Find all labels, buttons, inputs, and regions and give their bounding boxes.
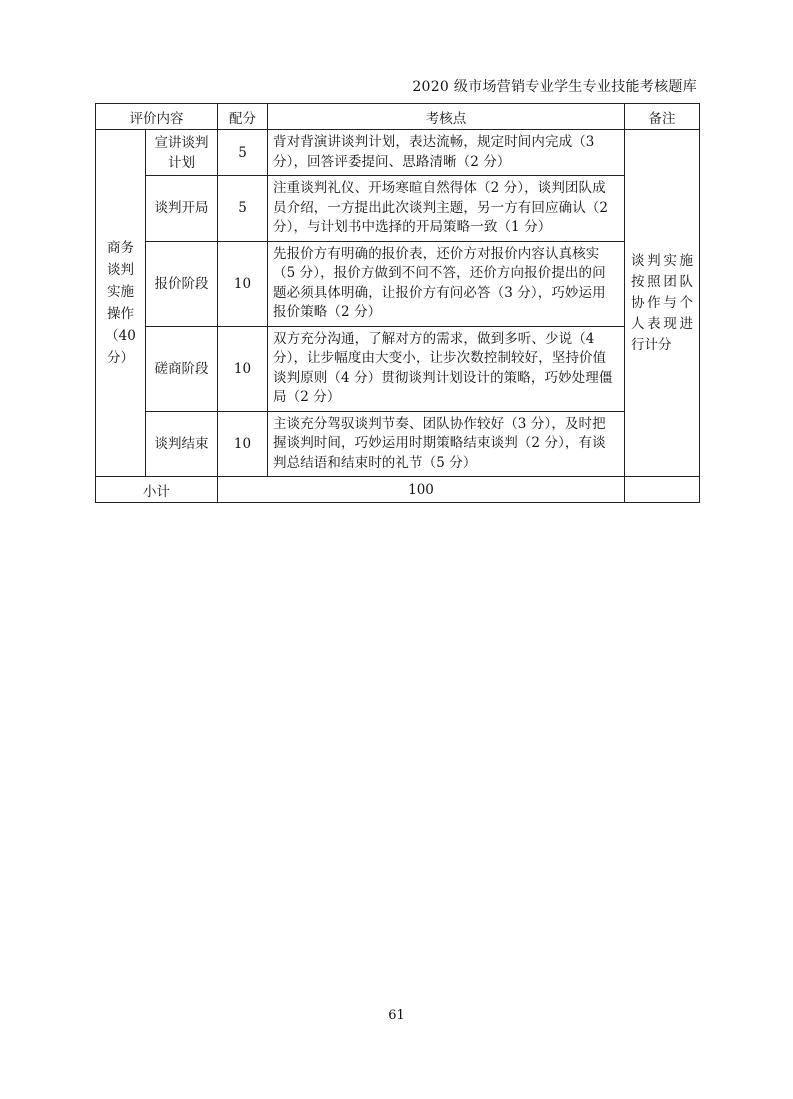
header-note: 备注 [625, 104, 700, 130]
score-cell: 10 [218, 241, 268, 326]
points-cell: 主谈充分驾驭谈判节奏、团队协作较好（3 分），及时把握谈判时间，巧妙运用时期策略结束谈判（2 分），有谈判总结语和结束时的礼节（5 分） [268, 411, 625, 477]
item-cell: 宣讲谈判 计划 [146, 130, 218, 176]
score-cell: 5 [218, 176, 268, 242]
item-cell: 谈判结束 [146, 411, 218, 477]
subtotal-label: 小计 [96, 477, 218, 503]
page-number: 61 [388, 1008, 405, 1023]
points-cell: 背对背演讲谈判计划，表达流畅，规定时间内完成（3 分），回答评委提问、思路清晰（2 分） [268, 130, 625, 176]
item-cell: 磋商阶段 [146, 326, 218, 411]
header-score: 配分 [218, 104, 268, 130]
item-cell: 报价阶段 [146, 241, 218, 326]
assessment-table [95, 103, 700, 503]
score-cell: 5 [218, 130, 268, 176]
table-header-row [96, 104, 700, 130]
score-cell: 10 [218, 411, 268, 477]
subtotal-row [96, 477, 700, 503]
points-cell: 注重谈判礼仪、开场寒暄自然得体（2 分），谈判团队成员介绍，一方提出此次谈判主题，另一方有回应确认（2 分），与计划书中选择的开局策略一致（1 分） [268, 176, 625, 242]
item-cell: 谈判开局 [146, 176, 218, 242]
table-row [96, 411, 700, 477]
header-points: 考核点 [268, 104, 625, 130]
table-row [96, 176, 700, 242]
points-cell: 双方充分沟通，了解对方的需求，做到多听、少说（4 分），让步幅度由大变小，让步次数控制较好，坚持价值谈判原则（4 分）贯彻谈判计划设计的策略，巧妙处理僵局（2 分） [268, 326, 625, 411]
table-row [96, 326, 700, 411]
page-header: 2020 级市场营销专业学生专业技能考核题库 [412, 79, 697, 95]
category-cell: 商务 谈判 实施 操作 （40 分） [96, 130, 146, 477]
header-content: 评价内容 [96, 104, 218, 130]
subtotal-value: 100 [218, 477, 625, 503]
score-cell: 10 [218, 326, 268, 411]
points-cell: 先报价方有明确的报价表，还价方对报价内容认真核实（5 分），报价方做到不问不答，还价方向报价提出的问题必须具体明确，让报价方有问必答（3 分），巧妙运用报价策略（2 分） [268, 241, 625, 326]
subtotal-note [625, 477, 700, 503]
table-row [96, 130, 700, 176]
table-row [96, 241, 700, 326]
note-cell: 谈判实施 按照团队 协作与个 人表现进 行计分 [625, 130, 700, 477]
